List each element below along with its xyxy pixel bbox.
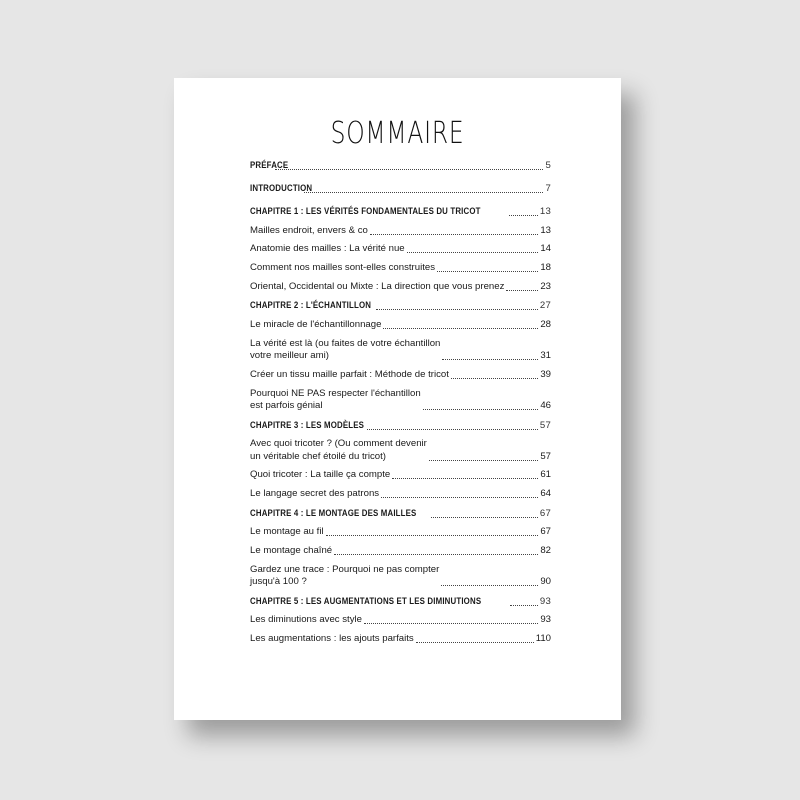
toc-page-number: 23 <box>540 280 551 292</box>
dot-leader <box>326 535 539 536</box>
toc-entry[interactable] <box>250 243 551 256</box>
toc-page-number: 28 <box>540 318 551 330</box>
toc-page-number: 7 <box>545 182 551 194</box>
page-title: SOMMAIRE <box>330 116 465 151</box>
toc-entry[interactable] <box>250 319 551 332</box>
dot-leader <box>437 271 538 272</box>
toc-entry[interactable] <box>250 564 551 589</box>
toc-section-chapter-4 <box>250 508 551 589</box>
toc-page-number: 46 <box>540 400 551 411</box>
toc-heading[interactable] <box>250 206 551 219</box>
toc-entry[interactable] <box>250 469 551 482</box>
toc-entry-label: Quoi tricoter : La taille ça compte <box>250 469 391 481</box>
dot-leader <box>442 359 538 360</box>
toc-page-number: 13 <box>539 206 551 217</box>
table-of-contents <box>250 160 551 653</box>
toc-heading[interactable] <box>250 183 551 196</box>
toc-heading-label: CHAPITRE 2 : L'ÉCHANTILLON <box>250 300 372 312</box>
dot-leader <box>407 252 539 253</box>
dot-leader <box>423 409 539 410</box>
toc-page-number: 110 <box>535 633 551 644</box>
toc-entry-label: Le langage secret des patrons <box>250 488 380 500</box>
toc-page-number: 67 <box>540 526 551 538</box>
toc-heading[interactable] <box>250 508 551 521</box>
toc-page-number: 18 <box>540 262 551 274</box>
toc-section-chapter-2 <box>250 300 551 412</box>
toc-page-number: 13 <box>540 224 551 236</box>
dot-leader <box>370 234 538 235</box>
dot-leader <box>392 478 538 479</box>
toc-page-number: 67 <box>539 507 551 519</box>
toc-entry[interactable] <box>250 281 551 294</box>
toc-entry[interactable] <box>250 614 551 627</box>
toc-page-number: 27 <box>539 300 551 312</box>
toc-heading-label: INTRODUCTION <box>250 182 313 194</box>
toc-page-number: 93 <box>540 614 551 626</box>
toc-page-number: 90 <box>540 576 551 588</box>
toc-page-number: 61 <box>540 469 551 481</box>
dot-leader <box>506 290 538 291</box>
toc-page-number: 31 <box>540 350 551 362</box>
dot-leader <box>509 215 538 216</box>
toc-entry[interactable] <box>250 388 551 413</box>
dot-leader <box>304 192 544 193</box>
dot-leader <box>381 497 538 498</box>
dot-leader <box>441 585 538 586</box>
toc-page-number: 82 <box>540 544 551 556</box>
dot-leader <box>383 328 538 329</box>
toc-heading-label: PRÉFACE <box>250 160 289 171</box>
toc-entry-label: Oriental, Occidental ou Mixte : La direction que vous prenez <box>250 280 505 292</box>
toc-entry[interactable] <box>250 526 551 539</box>
toc-entry-label: Comment nos mailles sont-elles construites <box>250 262 436 274</box>
toc-heading-label: CHAPITRE 4 : LE MONTAGE DES MAILLES <box>250 507 417 519</box>
dot-leader <box>510 605 538 606</box>
toc-entry-label: Les diminutions avec style <box>250 614 362 626</box>
toc-entry[interactable] <box>250 488 551 501</box>
toc-entry-label: Mailles endroit, envers & co <box>250 224 368 236</box>
toc-entry[interactable] <box>250 545 551 558</box>
toc-entry[interactable] <box>250 338 551 363</box>
dot-leader <box>451 378 538 379</box>
toc-page-number: 64 <box>540 488 551 500</box>
dot-leader <box>334 554 538 555</box>
toc-entry-label: Le montage au fil <box>250 526 324 538</box>
toc-section-introduction <box>250 183 551 196</box>
toc-entry-label: Anatomie des mailles : La vérité nue <box>250 243 405 255</box>
toc-entry[interactable] <box>250 438 551 463</box>
toc-page-number: 57 <box>540 450 551 462</box>
toc-heading-label: CHAPITRE 3 : LES MODÈLES <box>250 419 365 431</box>
toc-page-number: 39 <box>540 368 551 380</box>
toc-section-chapter-1 <box>250 206 551 293</box>
toc-section-chapter-3 <box>250 420 551 501</box>
toc-entry[interactable] <box>250 369 551 382</box>
toc-entry-label: La vérité est là (ou faites de votre échantillon votre meilleur ami) <box>250 337 441 362</box>
dot-leader <box>364 623 538 624</box>
toc-page-number: 93 <box>539 595 551 607</box>
toc-heading[interactable] <box>250 596 551 609</box>
toc-entry-label: Pourquoi NE PAS respecter l'échantillon est parfois génial <box>250 387 421 411</box>
dot-leader <box>431 517 538 518</box>
toc-entry[interactable] <box>250 225 551 238</box>
toc-entry-label: Le miracle de l'échantillonnage <box>250 318 382 330</box>
toc-heading[interactable] <box>250 160 551 173</box>
dot-leader <box>367 429 538 430</box>
toc-section-preface <box>250 160 551 173</box>
toc-heading-label: CHAPITRE 1 : LES VÉRITÉS FONDAMENTALES DU TRICOT <box>250 206 481 217</box>
toc-entry-label: Gardez une trace : Pourquoi ne pas compter jusqu'à 100 ? <box>250 563 440 588</box>
toc-section-chapter-5 <box>250 596 551 646</box>
toc-heading[interactable] <box>250 300 551 313</box>
toc-entry[interactable] <box>250 262 551 275</box>
dot-leader <box>416 642 534 643</box>
toc-page-number: 57 <box>539 419 551 431</box>
dot-leader <box>376 309 538 310</box>
dot-leader <box>429 460 538 461</box>
toc-entry-label: Les augmentations : les ajouts parfaits <box>250 633 414 644</box>
toc-page-number: 5 <box>545 160 551 171</box>
toc-entry-label: Le montage chaîné <box>250 544 333 556</box>
toc-page-number: 14 <box>540 243 551 255</box>
toc-entry-label: Avec quoi tricoter ? (Ou comment devenir un véritable chef étoilé du tricot) <box>250 438 427 462</box>
toc-heading-label: CHAPITRE 5 : LES AUGMENTATIONS ET LES DIMINUTIONS <box>250 595 482 607</box>
book-page <box>174 78 621 720</box>
dot-leader <box>275 169 544 170</box>
toc-entry-label: Créer un tissu maille parfait : Méthode de tricot <box>250 368 449 380</box>
toc-heading[interactable] <box>250 420 551 433</box>
toc-entry[interactable] <box>250 633 551 646</box>
